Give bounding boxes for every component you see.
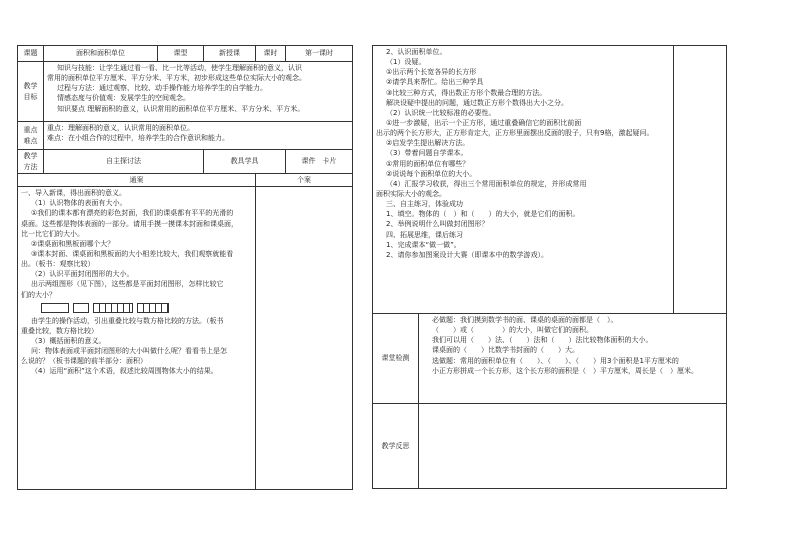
square-shape: [73, 303, 89, 313]
body-line: 2、举例说明什么叫做封闭图形？: [386, 220, 489, 229]
body-line: 1、填空。物体的（ ）和（ ）的大小，就是它们的面积。: [386, 210, 580, 219]
body-line: ②课桌面和黑板面哪个大？: [31, 239, 115, 248]
body-line: （4）运用“面积”这个术语，叙述比较周围物体大小的结果。: [31, 367, 218, 376]
body-line: ①进一步激疑，出示一个正方形，通过重叠确信它的面积比前面: [386, 118, 582, 127]
objectives-content: [44, 62, 353, 122]
body-line: 问：物体表面或平面封闭图形的大小叫做什么呢？看看书上是怎: [31, 347, 227, 356]
key-points-content: [44, 122, 353, 150]
body-line: （3）带着问题自学课本。: [386, 149, 468, 158]
lesson-plan-left-table: [17, 45, 353, 490]
shape-comparison-figure: [41, 302, 252, 314]
check-line: 课桌面的（ ）比数学书封面的（ ）大。: [432, 346, 579, 355]
left-personal-content: [256, 187, 353, 490]
check-line: 必做题：我们摸到数学书的面、课桌的桌面的面都是（ ）。: [432, 316, 618, 324]
check-line: 小正方形拼成一个长方形，这个长方形的面积是（ ）平方厘米，周长是（ ）厘米。: [432, 366, 698, 375]
column-common: 通案: [18, 174, 256, 187]
left-body-content: [18, 187, 256, 490]
key-point-line: 重点：理解面积的意义，认识常用的面积单位。: [47, 124, 194, 132]
body-line: 重叠比较，数方格比较）: [21, 326, 98, 335]
check-line: 选做题：常用的面积单位有（ ）、（ ）、（ ）用3个面积是1平方厘米的: [432, 356, 679, 365]
period-label: 课时: [256, 46, 286, 62]
type-value: 新授课: [204, 46, 256, 62]
column-personal: 个案: [256, 174, 353, 187]
body-line: （2）认识统一比较标准的必要性。: [386, 108, 496, 117]
aids-label: 教具学具: [204, 150, 286, 174]
objective-line: 情感态度与价值观：发展学生的空间观念。: [57, 94, 190, 103]
objective-line: 知识与技能：让学生通过看一看、比一比等活动，使学生理解面积的意义，认识: [57, 64, 302, 72]
objectives-label: 教学目标: [18, 62, 44, 122]
body-line: 2、请你参加图案设计大赛（即课本中的数学游戏）。: [386, 250, 548, 259]
body-line: （1）认识物体的表面有大小。: [31, 199, 127, 208]
method-value: 自主探讨法: [44, 150, 204, 174]
body-line: 三、自主练习，体验成功: [386, 200, 463, 209]
objective-line: 过程与方法：通过观察、比较、动手操作能力培养学生的自学能力。: [57, 84, 267, 93]
body-line: 1、完成课本“做一做”。: [386, 240, 461, 249]
body-line: 四、拓展思维，课后练习: [386, 230, 463, 239]
objective-line: 常用的面积单位平方厘米、平方分米、平方米，初步形成这些单位实际大小的观念。: [47, 74, 306, 83]
body-line: 解决设疑中提出的问题，通过数正方形个数得出大小之分。: [386, 98, 568, 107]
body-line: 由学生的操作活动，引出重叠比较与数方格比较的方法。（板书: [31, 316, 224, 325]
body-line: ③比较三种方式，得出数正方形个数最合理的方法。: [386, 88, 547, 97]
grid-rectangle-shape: [93, 303, 133, 313]
grid-square-shape: [137, 303, 169, 313]
right-body-content: [373, 46, 674, 314]
body-line: （1）设疑。: [386, 58, 426, 67]
reflection-label: 教学反思: [373, 404, 419, 489]
body-line: ③课本封面、课桌面和黑板面的大小相差比较大，我们观察就能看: [31, 249, 234, 258]
body-line: 桌面。这些都是物体表面的一部分。请用手摸一摸课本封面和课桌面，: [21, 219, 238, 228]
body-line: 们的大小？: [21, 290, 56, 299]
right-personal-content: [674, 46, 727, 314]
key-points-label: 重点难点: [18, 122, 44, 150]
body-line: 出示两组图形（见下图），这些都是平面封闭图形，怎样比较它: [31, 280, 224, 289]
body-line: 2、认识面积单位。: [386, 48, 447, 56]
body-line: 么说的？（板书课题的前半部分：面积）: [21, 357, 147, 366]
body-line: 比一比它们的大小。: [21, 229, 84, 238]
method-label: 教学方法: [18, 150, 44, 174]
lesson-plan-right-table: [372, 45, 727, 489]
topic-label: 课题: [18, 46, 44, 62]
objective-line: 知识要点 理解面积的意义，认识常用的面积单位平方厘米、平方分米、平方米。: [57, 104, 305, 113]
period-value: 第一课时: [286, 46, 353, 62]
check-line: 我们可以用（ ）法、（ ）法和（ ）法比较物体面积的大小。: [432, 336, 653, 345]
body-line: 面积实际大小的观念。: [376, 189, 446, 198]
body-line: ①常用的面积单位有哪些？: [386, 159, 470, 168]
body-line: 出示的两个长方形大，正方形肯定大，正方形里面摆出反面的股子，只有9格，激起疑问。: [376, 129, 654, 138]
body-line: （2）认识平面封闭图形的大小。: [31, 270, 134, 279]
body-line: ②请学具来帮忙。给出三种学具: [386, 78, 484, 87]
difficulty-line: 难点：在小组合作的过程中，培养学生的合作意识和能力。: [47, 134, 229, 143]
check-label: 课堂检测: [373, 314, 419, 404]
type-label: 课型: [158, 46, 204, 62]
reflection-content: [419, 404, 727, 489]
aids-value: 课件 卡片: [286, 150, 353, 174]
topic-value: 面积和面积单位: [44, 46, 158, 62]
body-line: 一、导入新课，得出面积的意义。: [21, 189, 126, 198]
body-line: （3）概括面积的意义。: [31, 336, 106, 345]
check-line: （ ）或（ ）的大小，叫做它们的面积。: [432, 326, 593, 335]
body-line: ①我们的课本都有漂亮的彩色封面，我们的课桌都有平平的光滑的: [31, 209, 234, 218]
body-line: ②说说每个面积单位的大小。: [386, 169, 477, 178]
body-line: ②启发学生提出解决方法。: [386, 139, 470, 148]
body-line: 出。（板书：观察比较）: [21, 260, 95, 269]
body-line: （4）汇报学习收获，得出三个常用面积单位的规定，并形成常用: [386, 179, 587, 188]
body-line: ①出示两个长宽各异的长方形: [386, 68, 477, 77]
rectangle-shape: [41, 303, 69, 313]
check-content: [419, 314, 727, 404]
